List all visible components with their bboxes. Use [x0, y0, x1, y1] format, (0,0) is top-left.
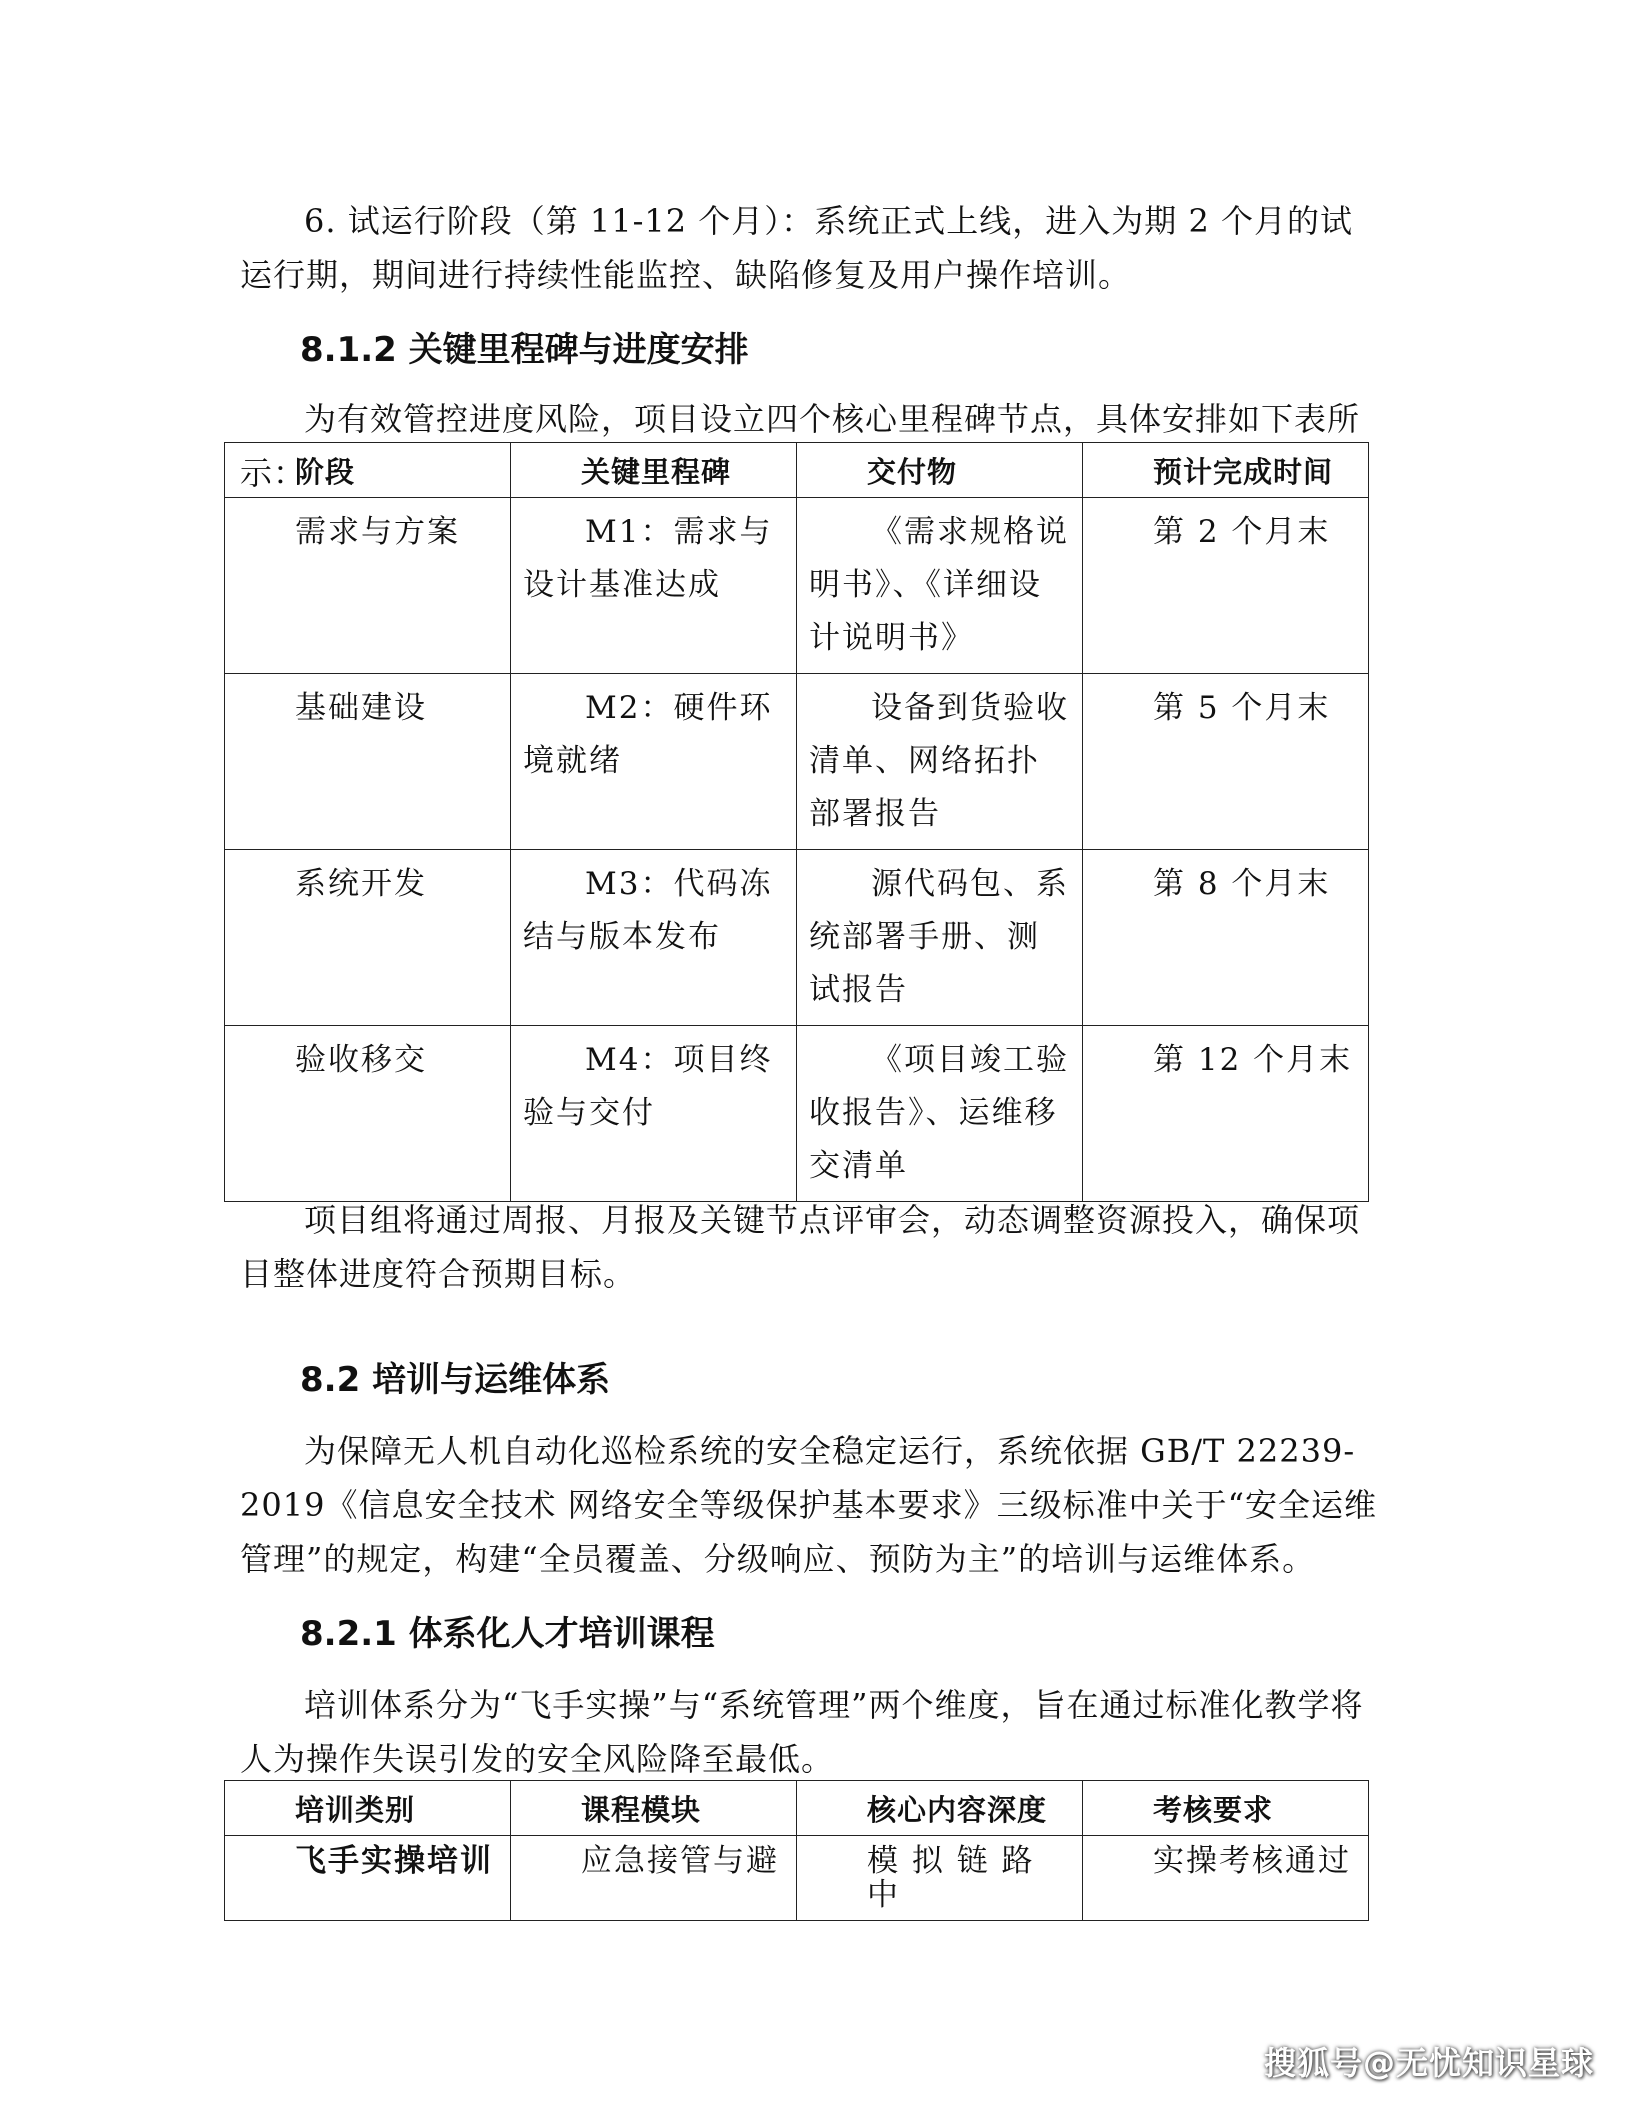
cell-milestone: M2：硬件环境就绪 [511, 674, 797, 850]
cell-stage: 系统开发 [225, 850, 511, 1026]
training-intro: 培训体系分为“飞手实操”与“系统管理”两个维度，旨在通过标准化教学将人为操作失误引发的安全风险降至最低。 [240, 1686, 1364, 1778]
header-milestone: 关键里程碑 [511, 443, 797, 498]
cell-stage: 需求与方案 [225, 498, 511, 674]
phase6-paragraph: 6. 试运行阶段（第 11-12 个月）：系统正式上线，进入为期 2 个月的试运行期，期间进行持续性能监控、缺陷修复及用户操作培训。 [240, 202, 1354, 294]
cell-time: 第 8 个月末 [1083, 850, 1369, 1026]
header-category: 培训类别 [225, 1781, 511, 1836]
watermark: 搜狐号@无忧知识星球 [1263, 2044, 1594, 2082]
cell-module: 应急接管与避 [511, 1836, 797, 1921]
training-table [224, 1780, 1369, 1921]
training-table-header [225, 1781, 1369, 1836]
cell-content: 模 拟 链 路 中 [797, 1836, 1083, 1921]
table-row [225, 1026, 1369, 1202]
header-content: 核心内容深度 [797, 1781, 1083, 1836]
cell-requirement: 实操考核通过 [1083, 1836, 1369, 1921]
table-row [225, 1836, 1369, 1921]
milestone-intro: 为有效管控进度风险，项目设立四个核心里程碑节点，具体安排如下表所示： [240, 400, 1361, 492]
milestone-table [224, 442, 1369, 1202]
cell-stage: 基础建设 [225, 674, 511, 850]
training-ops-intro: 为保障无人机自动化巡检系统的安全稳定运行，系统依据 GB/T 22239-2019《信息安全技术 网络安全等级保护基本要求》三级标准中关于“安全运维管理”的规定，构建“全员覆盖、分级响应、预防为主”的培训与运维体系。 [240, 1432, 1377, 1578]
cell-time: 第 5 个月末 [1083, 674, 1369, 850]
table-row [225, 850, 1369, 1026]
heading-8-1-2: 8.1.2 关键里程碑与进度安排 [300, 330, 749, 370]
milestone-table-header [225, 443, 1369, 498]
cell-category: 飞手实操培训 [225, 1836, 511, 1921]
header-module: 课程模块 [511, 1781, 797, 1836]
table-row [225, 498, 1369, 674]
cell-stage: 验收移交 [225, 1026, 511, 1202]
milestone-closing: 项目组将通过周报、月报及关键节点评审会，动态调整资源投入，确保项目整体进度符合预期目标。 [240, 1201, 1361, 1293]
cell-time: 第 2 个月末 [1083, 498, 1369, 674]
cell-milestone: M4：项目终验与交付 [511, 1026, 797, 1202]
cell-time: 第 12 个月末 [1083, 1026, 1369, 1202]
heading-8-2-1: 8.2.1 体系化人才培训课程 [300, 1614, 715, 1654]
cell-deliverable: 《需求规格说明书》、《详细设计说明书》 [797, 498, 1083, 674]
cell-deliverable: 源代码包、系统部署手册、测试报告 [797, 850, 1083, 1026]
header-stage: 阶段 [225, 443, 511, 498]
cell-deliverable: 设备到货验收清单、网络拓扑部署报告 [797, 674, 1083, 850]
cell-milestone: M1：需求与设计基准达成 [511, 498, 797, 674]
cell-milestone: M3：代码冻结与版本发布 [511, 850, 797, 1026]
header-deliverable: 交付物 [797, 443, 1083, 498]
header-requirement: 考核要求 [1083, 1781, 1369, 1836]
heading-8-2: 8.2 培训与运维体系 [300, 1360, 611, 1400]
header-time: 预计完成时间 [1083, 443, 1369, 498]
cell-deliverable: 《项目竣工验收报告》、运维移交清单 [797, 1026, 1083, 1202]
table-row [225, 674, 1369, 850]
